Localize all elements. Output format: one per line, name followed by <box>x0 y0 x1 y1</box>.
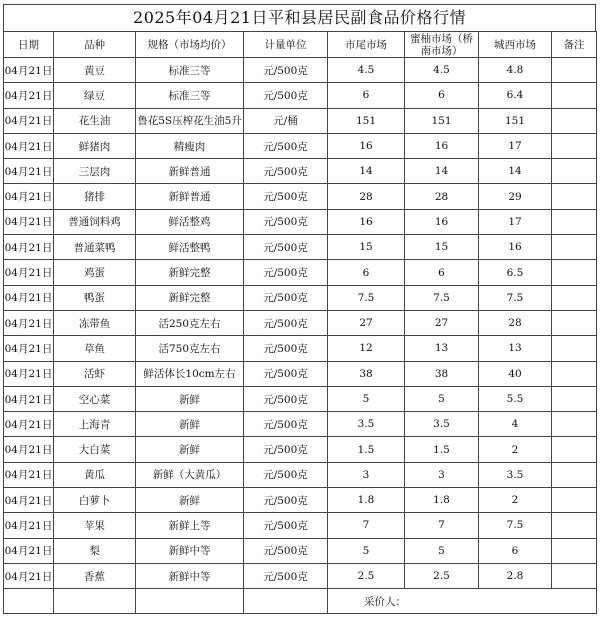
item-cell: 梨 <box>54 538 136 563</box>
remark-cell <box>552 437 597 462</box>
table-row <box>4 184 597 209</box>
table-row <box>4 209 597 234</box>
unit-cell: 元/500克 <box>244 83 328 108</box>
shiwei-market-cell: 7.5 <box>328 285 405 310</box>
table-row <box>4 462 597 487</box>
remark-cell <box>552 513 597 538</box>
item-cell: 鲜猪肉 <box>54 133 136 158</box>
chengxi-market-cell: 2 <box>479 437 552 462</box>
miyou-market-cell: 151 <box>405 108 479 133</box>
shiwei-market-cell: 3 <box>328 462 405 487</box>
unit-cell: 元/桶 <box>244 108 328 133</box>
unit-cell: 元/500克 <box>244 209 328 234</box>
shiwei-market-cell: 5 <box>328 538 405 563</box>
miyou-market-cell: 5 <box>405 538 479 563</box>
shiwei-market-cell: 1.5 <box>328 437 405 462</box>
remark-cell <box>552 133 597 158</box>
remark-cell <box>552 412 597 437</box>
date-cell: 04月21日 <box>4 83 54 108</box>
unit-cell: 元/500克 <box>244 513 328 538</box>
date-cell: 04月21日 <box>4 108 54 133</box>
remark-cell <box>552 386 597 411</box>
unit-cell: 元/500克 <box>244 437 328 462</box>
footer-empty-cell <box>136 589 244 614</box>
header-row <box>4 32 597 58</box>
footer-empty-cell <box>4 589 54 614</box>
item-cell: 花生油 <box>54 108 136 133</box>
shiwei-market-cell: 38 <box>328 361 405 386</box>
shiwei-market-cell: 4.5 <box>328 58 405 83</box>
date-cell: 04月21日 <box>4 235 54 260</box>
spec-cell: 新鲜 <box>136 437 244 462</box>
date-cell: 04月21日 <box>4 310 54 335</box>
miyou-market-cell: 38 <box>405 361 479 386</box>
shiwei-market-cell: 28 <box>328 184 405 209</box>
table-row <box>4 83 597 108</box>
chengxi-market-cell: 7.5 <box>479 513 552 538</box>
chengxi-market-cell: 28 <box>479 310 552 335</box>
unit-cell: 元/500克 <box>244 184 328 209</box>
spec-cell: 新鲜（大黄瓜） <box>136 462 244 487</box>
chengxi-market-cell: 14 <box>479 159 552 184</box>
item-cell: 绿豆 <box>54 83 136 108</box>
item-cell: 鸭蛋 <box>54 285 136 310</box>
miyou-market-cell: 27 <box>405 310 479 335</box>
miyou-market-cell: 16 <box>405 133 479 158</box>
table-row <box>4 563 597 588</box>
shiwei-market-cell: 14 <box>328 159 405 184</box>
item-cell: 黄豆 <box>54 58 136 83</box>
shiwei-market-cell: 2.5 <box>328 563 405 588</box>
spec-cell: 新鲜中等 <box>136 538 244 563</box>
shiwei-market-cell: 16 <box>328 209 405 234</box>
unit-cell: 元/500克 <box>244 235 328 260</box>
remark-cell <box>552 361 597 386</box>
miyou-market-cell: 7 <box>405 513 479 538</box>
date-cell: 04月21日 <box>4 412 54 437</box>
table-row <box>4 260 597 285</box>
remark-cell <box>552 563 597 588</box>
date-cell: 04月21日 <box>4 285 54 310</box>
table-row <box>4 235 597 260</box>
shiwei-market-cell: 6 <box>328 83 405 108</box>
unit-cell: 元/500克 <box>244 462 328 487</box>
table-row <box>4 386 597 411</box>
item-cell: 空心菜 <box>54 386 136 411</box>
chengxi-market-cell: 4 <box>479 412 552 437</box>
spec-cell: 鲜活体长10cm左右 <box>136 361 244 386</box>
unit-cell: 元/500克 <box>244 260 328 285</box>
collector-label: 采价人： <box>328 589 597 614</box>
column-header: 品种 <box>54 32 136 58</box>
spec-cell: 鲜活整鸡 <box>136 209 244 234</box>
sheet-title: 2025年04月21日平和县居民副食品价格行情 <box>3 4 596 31</box>
shiwei-market-cell: 12 <box>328 336 405 361</box>
chengxi-market-cell: 6 <box>479 538 552 563</box>
chengxi-market-cell: 6.4 <box>479 83 552 108</box>
item-cell: 黄瓜 <box>54 462 136 487</box>
date-cell: 04月21日 <box>4 58 54 83</box>
date-cell: 04月21日 <box>4 336 54 361</box>
item-cell: 活虾 <box>54 361 136 386</box>
remark-cell <box>552 310 597 335</box>
shiwei-market-cell: 16 <box>328 133 405 158</box>
remark-cell <box>552 462 597 487</box>
shiwei-market-cell: 6 <box>328 260 405 285</box>
footer-empty-cell <box>54 589 136 614</box>
item-cell: 草鱼 <box>54 336 136 361</box>
item-cell: 苹果 <box>54 513 136 538</box>
date-cell: 04月21日 <box>4 462 54 487</box>
column-header: 城西市场 <box>479 32 552 58</box>
chengxi-market-cell: 4.8 <box>479 58 552 83</box>
table-row <box>4 361 597 386</box>
remark-cell <box>552 108 597 133</box>
column-header: 规格（市场均价） <box>136 32 244 58</box>
column-header: 市尾市场 <box>328 32 405 58</box>
date-cell: 04月21日 <box>4 133 54 158</box>
unit-cell: 元/500克 <box>244 488 328 513</box>
item-cell: 上海青 <box>54 412 136 437</box>
item-cell: 大白菜 <box>54 437 136 462</box>
chengxi-market-cell: 40 <box>479 361 552 386</box>
chengxi-market-cell: 17 <box>479 133 552 158</box>
remark-cell <box>552 83 597 108</box>
date-cell: 04月21日 <box>4 386 54 411</box>
spec-cell: 新鲜普通 <box>136 184 244 209</box>
miyou-market-cell: 7.5 <box>405 285 479 310</box>
remark-cell <box>552 235 597 260</box>
date-cell: 04月21日 <box>4 437 54 462</box>
miyou-market-cell: 4.5 <box>405 58 479 83</box>
spec-cell: 新鲜上等 <box>136 513 244 538</box>
remark-cell <box>552 285 597 310</box>
remark-cell <box>552 538 597 563</box>
unit-cell: 元/500克 <box>244 361 328 386</box>
table-row <box>4 58 597 83</box>
spec-cell: 新鲜 <box>136 386 244 411</box>
miyou-market-cell: 16 <box>405 209 479 234</box>
shiwei-market-cell: 151 <box>328 108 405 133</box>
item-cell: 普通饲料鸡 <box>54 209 136 234</box>
footer-empty-cell <box>244 589 328 614</box>
item-cell: 鸡蛋 <box>54 260 136 285</box>
remark-cell <box>552 260 597 285</box>
unit-cell: 元/500克 <box>244 58 328 83</box>
unit-cell: 元/500克 <box>244 310 328 335</box>
table-row <box>4 285 597 310</box>
shiwei-market-cell: 7 <box>328 513 405 538</box>
shiwei-market-cell: 5 <box>328 386 405 411</box>
chengxi-market-cell: 7.5 <box>479 285 552 310</box>
price-table <box>3 31 597 614</box>
miyou-market-cell: 1.5 <box>405 437 479 462</box>
miyou-market-cell: 15 <box>405 235 479 260</box>
table-row <box>4 133 597 158</box>
spec-cell: 新鲜普通 <box>136 159 244 184</box>
item-cell: 香蕉 <box>54 563 136 588</box>
chengxi-market-cell: 3.5 <box>479 462 552 487</box>
spec-cell: 新鲜中等 <box>136 563 244 588</box>
date-cell: 04月21日 <box>4 209 54 234</box>
spec-cell: 精瘦肉 <box>136 133 244 158</box>
item-cell: 三层肉 <box>54 159 136 184</box>
miyou-market-cell: 6 <box>405 260 479 285</box>
shiwei-market-cell: 27 <box>328 310 405 335</box>
chengxi-market-cell: 151 <box>479 108 552 133</box>
shiwei-market-cell: 15 <box>328 235 405 260</box>
unit-cell: 元/500克 <box>244 386 328 411</box>
miyou-market-cell: 14 <box>405 159 479 184</box>
remark-cell <box>552 159 597 184</box>
table-row <box>4 108 597 133</box>
spec-cell: 标准三等 <box>136 58 244 83</box>
item-cell: 白萝卜 <box>54 488 136 513</box>
table-row <box>4 437 597 462</box>
unit-cell: 元/500克 <box>244 412 328 437</box>
miyou-market-cell: 3.5 <box>405 412 479 437</box>
chengxi-market-cell: 2 <box>479 488 552 513</box>
miyou-market-cell: 5 <box>405 386 479 411</box>
remark-cell <box>552 488 597 513</box>
price-sheet <box>3 4 596 614</box>
chengxi-market-cell: 13 <box>479 336 552 361</box>
date-cell: 04月21日 <box>4 563 54 588</box>
miyou-market-cell: 1.8 <box>405 488 479 513</box>
chengxi-market-cell: 5.5 <box>479 386 552 411</box>
miyou-market-cell: 13 <box>405 336 479 361</box>
miyou-market-cell: 3 <box>405 462 479 487</box>
date-cell: 04月21日 <box>4 361 54 386</box>
miyou-market-cell: 2.5 <box>405 563 479 588</box>
spec-cell: 新鲜 <box>136 412 244 437</box>
unit-cell: 元/500克 <box>244 563 328 588</box>
date-cell: 04月21日 <box>4 159 54 184</box>
chengxi-market-cell: 2.8 <box>479 563 552 588</box>
date-cell: 04月21日 <box>4 260 54 285</box>
chengxi-market-cell: 17 <box>479 209 552 234</box>
column-header: 备注 <box>552 32 597 58</box>
table-row <box>4 310 597 335</box>
date-cell: 04月21日 <box>4 538 54 563</box>
shiwei-market-cell: 1.8 <box>328 488 405 513</box>
remark-cell <box>552 184 597 209</box>
date-cell: 04月21日 <box>4 513 54 538</box>
date-cell: 04月21日 <box>4 488 54 513</box>
spec-cell: 鲜活整鸭 <box>136 235 244 260</box>
date-cell: 04月21日 <box>4 184 54 209</box>
miyou-market-cell: 28 <box>405 184 479 209</box>
chengxi-market-cell: 16 <box>479 235 552 260</box>
chengxi-market-cell: 6.5 <box>479 260 552 285</box>
column-header: 计量单位 <box>244 32 328 58</box>
footer-row <box>4 589 597 614</box>
shiwei-market-cell: 3.5 <box>328 412 405 437</box>
remark-cell <box>552 209 597 234</box>
spec-cell: 活750克左右 <box>136 336 244 361</box>
unit-cell: 元/500克 <box>244 538 328 563</box>
unit-cell: 元/500克 <box>244 285 328 310</box>
remark-cell <box>552 58 597 83</box>
remark-cell <box>552 336 597 361</box>
unit-cell: 元/500克 <box>244 133 328 158</box>
table-row <box>4 488 597 513</box>
item-cell: 猪排 <box>54 184 136 209</box>
table-row <box>4 513 597 538</box>
spec-cell: 活250克左右 <box>136 310 244 335</box>
spec-cell: 标准三等 <box>136 83 244 108</box>
table-row <box>4 412 597 437</box>
table-row <box>4 538 597 563</box>
spec-cell: 鲁花5S压榨花生油5升 <box>136 108 244 133</box>
column-header: 蜜柚市场（桥南市场） <box>405 32 479 58</box>
unit-cell: 元/500克 <box>244 336 328 361</box>
table-row <box>4 159 597 184</box>
spec-cell: 新鲜 <box>136 488 244 513</box>
chengxi-market-cell: 29 <box>479 184 552 209</box>
spec-cell: 新鲜完整 <box>136 285 244 310</box>
table-row <box>4 336 597 361</box>
unit-cell: 元/500克 <box>244 159 328 184</box>
item-cell: 普通菜鸭 <box>54 235 136 260</box>
item-cell: 冻带鱼 <box>54 310 136 335</box>
miyou-market-cell: 6 <box>405 83 479 108</box>
column-header: 日期 <box>4 32 54 58</box>
spec-cell: 新鲜完整 <box>136 260 244 285</box>
